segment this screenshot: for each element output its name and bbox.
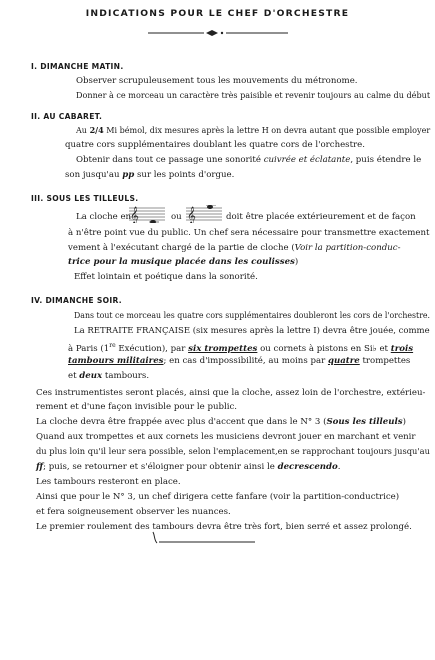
section-2-line-3: Obtenir dans tout ce passage une sonorité cuivrée et éclatante, puis étendre le [76, 155, 422, 165]
section-3-line-1-ou: ou [171, 212, 182, 222]
section-4-line-4: tambours militaires; en cas d'impossibilité, au moins par quatre trompettes [68, 356, 411, 366]
body-line-7: Les tambours resteront en place. [36, 477, 181, 487]
section-2-heading: II. AU CABARET. [31, 112, 103, 121]
body-line-4: Quand aux trompettes et aux cornets les musiciens devront jouer en marchant et venir [36, 432, 416, 442]
body-line-10: Le premier roulement des tambours devra être très fort, bien serré et assez prolongé. [36, 522, 412, 532]
body-line-5: du plus loin qu'il leur sera possible, selon l'emplacement,en se rapprochant toujours jusqu'au [36, 447, 430, 457]
section-4-line-1: Dans tout ce morceau les quatre cors supplémentaires doubleront les cors de l'orchestre. [74, 311, 431, 321]
section-4-line-5: et deux tambours. [68, 371, 150, 381]
section-1-line-1: Observer scrupuleusement tous les mouvements du métronome. [76, 76, 358, 86]
body-line-3: La cloche devra être frappée avec plus d'accent que dans le N° 3 (Sous les tilleuls) [36, 417, 406, 427]
bell-note-staff-1 [129, 205, 165, 223]
body-line-6: ff; puis, se retourner et s'éloigner pour obtenir ainsi le decrescendo. [36, 462, 341, 472]
closing-ornament [145, 531, 255, 545]
svg-text:𝄞: 𝄞 [130, 206, 139, 223]
section-3-line-1a: La cloche en [76, 212, 132, 222]
section-3-line-3: vement à l'exécutant chargé de la partie de cloche (Voir la partition-conduc- [68, 243, 401, 253]
section-3-heading: III. SOUS LES TILLEULS. [31, 194, 139, 203]
section-3-line-2: à n'être point vue du public. Un chef sera nécessaire pour transmettre exactement [68, 228, 430, 238]
section-4-heading: IV. DIMANCHE SOIR. [31, 296, 122, 305]
section-3-line-4: trice pour la musique placée dans les coulisses) [68, 257, 299, 267]
title-ornament [148, 29, 288, 37]
time-signature: 2/4 [89, 126, 104, 136]
section-4-line-2: La RETRAITE FRANÇAISE (six mesures après la lettre I) devra être jouée, comme [74, 326, 430, 336]
section-2-line-4: son jusqu'au pp sur les points d'orgue. [65, 170, 235, 180]
section-1-line-2: Donner à ce morceau un caractère très paisible et revenir toujours au calme du début [76, 91, 431, 101]
page-title: INDICATIONS POUR LE CHEF D'ORCHESTRE [85, 8, 350, 19]
section-2-line-1: Au 2/4 Mi bémol, dix mesures après la lettre H on devra autant que possible employer [76, 126, 431, 136]
section-3-line-5: Effet lointain et poétique dans la sonorité. [74, 272, 258, 282]
section-4-line-3: à Paris (1re Exécution), par six trompettes ou cornets à pistons en Si♭ et trois [68, 342, 414, 354]
body-line-1: Ces instrumentistes seront placés, ainsi que la cloche, assez loin de l'orchestre, extérieu- [36, 388, 426, 398]
section-2-line-2: quatre cors supplémentaires doublant les quatre cors de l'orchestre. [65, 140, 365, 150]
section-3-line-1b: doit être placée extérieurement et de façon [226, 212, 416, 222]
svg-text:𝄞: 𝄞 [187, 206, 196, 223]
bell-note-staff-2 [186, 205, 222, 223]
body-line-9: et fera soigneusement observer les nuances. [36, 507, 231, 517]
body-line-2: rement et d'une façon invisible pour le public. [36, 402, 238, 412]
body-line-8: Ainsi que pour le N° 3, un chef dirigera cette fanfare (voir la partition-conductrice) [36, 492, 400, 502]
section-1-heading: I. DIMANCHE MATIN. [31, 62, 124, 71]
